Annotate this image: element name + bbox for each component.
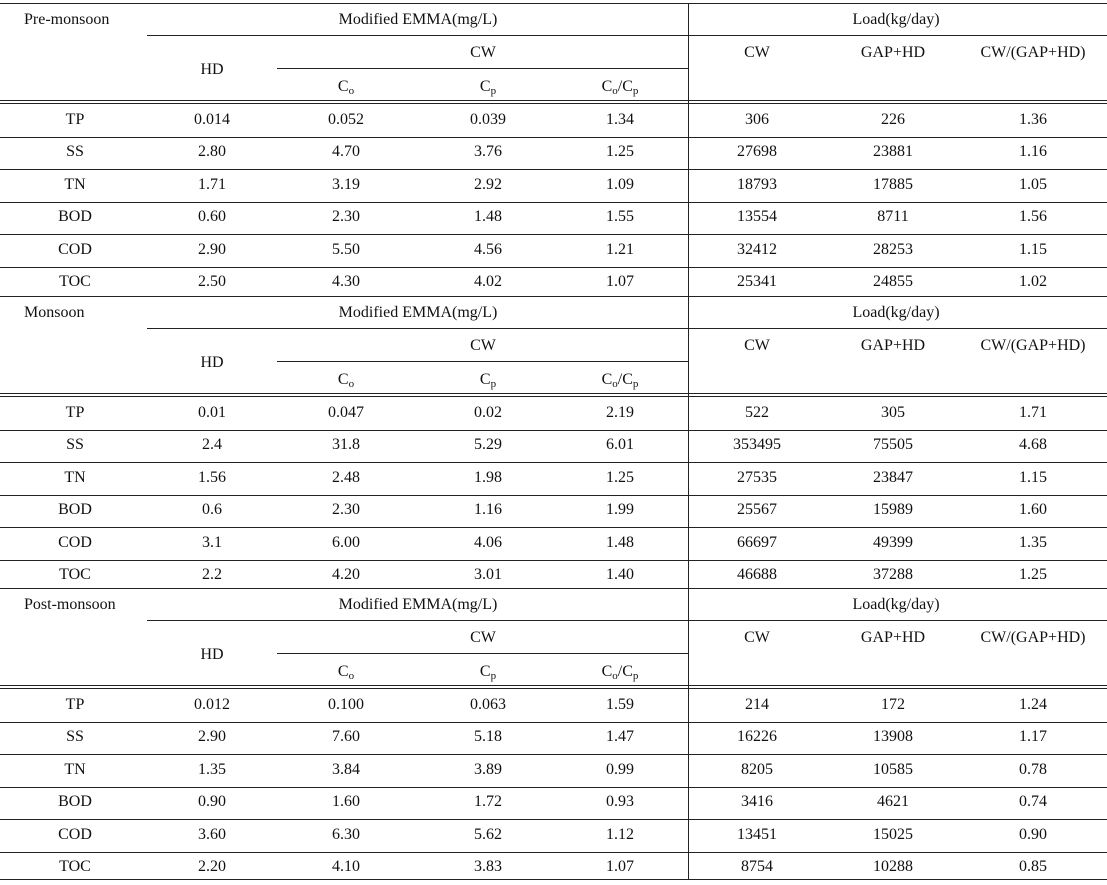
table-cell: 1.47 <box>606 728 634 746</box>
table-cell: 1.40 <box>606 566 634 583</box>
row-rule <box>0 787 1107 788</box>
table-cell: 15989 <box>873 501 913 519</box>
table-cell: 13554 <box>737 208 777 226</box>
row-label: BOD <box>58 208 92 226</box>
table-cell: 1.05 <box>1019 175 1047 193</box>
table-cell: 1.16 <box>474 501 502 519</box>
table-cell: 1.25 <box>606 143 634 161</box>
table-cell: 5.18 <box>474 728 502 746</box>
row-rule <box>0 722 1107 723</box>
row-label: SS <box>66 143 84 161</box>
table-cell: 3.84 <box>332 760 360 778</box>
table-cell: 46688 <box>737 566 777 583</box>
table-cell: 7.60 <box>332 728 360 746</box>
table-cell: 49399 <box>873 533 913 551</box>
table-cell: 1.56 <box>1019 208 1047 226</box>
header-double-rule-2 <box>0 103 1107 104</box>
table-cell: 0.012 <box>194 696 230 713</box>
section-bottom-rule <box>0 588 1107 589</box>
table-cell: 2.92 <box>474 175 502 193</box>
season-label: Monsoon <box>24 304 85 321</box>
table-cell: 4.70 <box>332 143 360 161</box>
table-cell: 8205 <box>741 760 773 778</box>
header-rule <box>147 620 1107 621</box>
table-cell: 27698 <box>737 143 777 161</box>
table-cell: 3.1 <box>202 533 222 551</box>
table-cell: 0.85 <box>1019 858 1047 875</box>
table-cell: 1.17 <box>1019 728 1047 746</box>
table-cell: 8711 <box>877 208 909 226</box>
group-divider <box>688 4 689 296</box>
table-cell: 0.90 <box>198 793 226 811</box>
table-cell: 1.25 <box>1019 566 1047 583</box>
table-cell: 1.07 <box>606 273 634 290</box>
row-label: TP <box>65 404 85 421</box>
row-label: BOD <box>58 501 92 519</box>
table-cell: 3.89 <box>474 760 502 778</box>
table-cell: 522 <box>745 404 769 421</box>
table-cell: 37288 <box>873 566 913 583</box>
table-cell: 4.68 <box>1019 436 1047 454</box>
table-cell: 1.71 <box>198 175 226 193</box>
load-ratio-header: CW/(GAP+HD) <box>980 337 1086 354</box>
table-cell: 24855 <box>873 273 913 290</box>
table-cell: 2.19 <box>606 404 634 421</box>
row-label: TN <box>64 468 86 486</box>
table-cell: 4.06 <box>474 533 502 551</box>
row-label: SS <box>66 436 84 454</box>
table-cell: 5.29 <box>474 436 502 454</box>
load-ratio-header: CW/(GAP+HD) <box>980 44 1086 61</box>
table-cell: 0.74 <box>1019 793 1047 811</box>
load-gap-header: GAP+HD <box>860 629 926 646</box>
table-cell: 3416 <box>741 793 773 811</box>
load-ratio-header: CW/(GAP+HD) <box>980 629 1086 646</box>
table-cell: 27535 <box>737 468 777 486</box>
table-cell: 1.21 <box>606 240 634 258</box>
table-cell: 306 <box>745 111 769 128</box>
table-cell: 4.56 <box>474 240 502 258</box>
cp-header: $C_p$ <box>479 371 497 390</box>
table-cell: 1.02 <box>1019 273 1047 290</box>
co-header: $C_o$ <box>337 371 355 390</box>
header-double-rule-2 <box>0 688 1107 689</box>
row-label: TOC <box>59 566 91 583</box>
co-header: $C_o$ <box>337 663 355 682</box>
table-cell: 10288 <box>873 858 913 875</box>
row-label: SS <box>66 728 84 746</box>
load-cw-header: CW <box>744 629 770 646</box>
table-cell: 1.16 <box>1019 143 1047 161</box>
load-gap-header: GAP+HD <box>860 337 926 354</box>
load-cw-header: CW <box>744 44 770 61</box>
table-cell: 0.99 <box>606 760 634 778</box>
row-rule <box>0 169 1107 170</box>
load-header: Load(kg/day) <box>852 304 940 321</box>
table-cell: 1.07 <box>606 858 634 875</box>
row-label: TP <box>65 111 85 128</box>
table-cell: 3.01 <box>474 566 502 583</box>
table-cell: 4.30 <box>332 273 360 290</box>
table-cell: 0.100 <box>328 696 364 713</box>
row-rule <box>0 462 1107 463</box>
table-cell: 1.71 <box>1019 404 1047 421</box>
table-cell: 1.35 <box>1019 533 1047 551</box>
table-cell: 25567 <box>737 501 777 519</box>
section-bottom-rule <box>0 879 1107 880</box>
row-label: COD <box>58 825 92 843</box>
table-cell: 2.90 <box>198 728 226 746</box>
table-cell: 172 <box>881 696 905 713</box>
table-cell: 3.60 <box>198 825 226 843</box>
header-double-rule-1 <box>0 685 1107 686</box>
hd-header: HD <box>200 61 224 78</box>
row-rule <box>0 234 1107 235</box>
table-cell: 0.063 <box>470 696 506 713</box>
table-cell: 18793 <box>737 175 777 193</box>
row-rule <box>0 202 1107 203</box>
load-gap-header: GAP+HD <box>860 44 926 61</box>
row-label: COD <box>58 533 92 551</box>
row-rule <box>0 267 1107 268</box>
table-cell: 31.8 <box>332 436 360 454</box>
table-cell: 2.30 <box>332 501 360 519</box>
row-rule <box>0 430 1107 431</box>
cw-header: CW <box>470 44 496 61</box>
group-divider <box>688 297 689 588</box>
table-cell: 1.36 <box>1019 111 1047 128</box>
table-cell: 15025 <box>873 825 913 843</box>
table-cell: 0.052 <box>328 111 364 128</box>
ratio-header: $C_o/C_p$ <box>601 78 639 97</box>
table-cell: 3.19 <box>332 175 360 193</box>
table-cell: 2.30 <box>332 208 360 226</box>
table-cell: 8754 <box>741 858 773 875</box>
row-label: TN <box>64 175 86 193</box>
table-cell: 2.4 <box>202 436 222 454</box>
table-cell: 214 <box>745 696 769 713</box>
table-cell: 353495 <box>733 436 781 454</box>
row-label: TN <box>64 760 86 778</box>
row-rule <box>0 819 1107 820</box>
load-cw-header: CW <box>744 337 770 354</box>
table-cell: 1.34 <box>606 111 634 128</box>
table-cell: 10585 <box>873 760 913 778</box>
method-header: Modified EMMA(mg/L) <box>338 596 498 613</box>
table-cell: 1.56 <box>198 468 226 486</box>
table-cell: 1.72 <box>474 793 502 811</box>
table-cell: 1.35 <box>198 760 226 778</box>
table-cell: 1.59 <box>606 696 634 713</box>
row-label: COD <box>58 240 92 258</box>
header-rule <box>147 328 1107 329</box>
table-cell: 6.01 <box>606 436 634 454</box>
cw-rule <box>277 361 688 362</box>
row-rule <box>0 754 1107 755</box>
cw-header: CW <box>470 337 496 354</box>
row-rule <box>0 495 1107 496</box>
row-label: BOD <box>58 793 92 811</box>
table-cell: 0.02 <box>474 404 502 421</box>
hd-header: HD <box>200 354 224 371</box>
table-cell: 0.60 <box>198 208 226 226</box>
table-cell: 32412 <box>737 240 777 258</box>
table-cell: 23881 <box>873 143 913 161</box>
table-top-border <box>0 3 1107 4</box>
ratio-header: $C_o/C_p$ <box>601 371 639 390</box>
table-cell: 0.014 <box>194 111 230 128</box>
table-cell: 6.30 <box>332 825 360 843</box>
table-cell: 2.80 <box>198 143 226 161</box>
cw-rule <box>277 68 688 69</box>
ratio-header: $C_o/C_p$ <box>601 663 639 682</box>
table-cell: 1.15 <box>1019 468 1047 486</box>
load-header: Load(kg/day) <box>852 596 940 613</box>
table-cell: 1.99 <box>606 501 634 519</box>
row-rule <box>0 852 1107 853</box>
table-cell: 2.50 <box>198 273 226 290</box>
table-cell: 4621 <box>877 793 909 811</box>
table-cell: 25341 <box>737 273 777 290</box>
header-rule <box>147 35 1107 36</box>
table-cell: 13451 <box>737 825 777 843</box>
table-cell: 17885 <box>873 175 913 193</box>
table-cell: 23847 <box>873 468 913 486</box>
table-cell: 13908 <box>873 728 913 746</box>
group-divider <box>688 589 689 879</box>
table-cell: 4.20 <box>332 566 360 583</box>
table-cell: 5.50 <box>332 240 360 258</box>
table-cell: 2.90 <box>198 240 226 258</box>
row-rule <box>0 527 1107 528</box>
table-cell: 3.83 <box>474 858 502 875</box>
cw-header: CW <box>470 629 496 646</box>
season-label: Post-monsoon <box>24 596 116 613</box>
season-label: Pre-monsoon <box>24 11 110 28</box>
table-cell: 0.039 <box>470 111 506 128</box>
table-cell: 305 <box>881 404 905 421</box>
row-label: TOC <box>59 273 91 290</box>
table-cell: 0.90 <box>1019 825 1047 843</box>
table-cell: 66697 <box>737 533 777 551</box>
table-cell: 1.09 <box>606 175 634 193</box>
cp-header: $C_p$ <box>479 663 497 682</box>
method-header: Modified EMMA(mg/L) <box>338 304 498 321</box>
table-cell: 4.02 <box>474 273 502 290</box>
table-cell: 0.93 <box>606 793 634 811</box>
table-cell: 1.98 <box>474 468 502 486</box>
co-header: $C_o$ <box>337 78 355 97</box>
table-cell: 1.15 <box>1019 240 1047 258</box>
row-rule <box>0 137 1107 138</box>
table-cell: 2.20 <box>198 858 226 875</box>
method-header: Modified EMMA(mg/L) <box>338 11 498 28</box>
header-double-rule-2 <box>0 396 1107 397</box>
table-cell: 1.60 <box>1019 501 1047 519</box>
table-cell: 1.24 <box>1019 696 1047 713</box>
hd-header: HD <box>200 646 224 663</box>
table-cell: 2.2 <box>202 566 222 583</box>
table-cell: 3.76 <box>474 143 502 161</box>
row-label: TP <box>65 696 85 713</box>
table-cell: 0.78 <box>1019 760 1047 778</box>
table-cell: 1.55 <box>606 208 634 226</box>
table-cell: 16226 <box>737 728 777 746</box>
header-double-rule-1 <box>0 393 1107 394</box>
table-cell: 1.12 <box>606 825 634 843</box>
table-cell: 4.10 <box>332 858 360 875</box>
table-cell: 6.00 <box>332 533 360 551</box>
section-bottom-rule <box>0 296 1107 297</box>
table-cell: 226 <box>881 111 905 128</box>
cp-header: $C_p$ <box>479 78 497 97</box>
header-double-rule-1 <box>0 100 1107 101</box>
load-header: Load(kg/day) <box>852 11 940 28</box>
table-cell: 1.48 <box>606 533 634 551</box>
row-rule <box>0 560 1107 561</box>
row-label: TOC <box>59 858 91 875</box>
table-cell: 5.62 <box>474 825 502 843</box>
table-cell: 0.047 <box>328 404 364 421</box>
table-cell: 75505 <box>873 436 913 454</box>
table-cell: 28253 <box>873 240 913 258</box>
table-cell: 1.25 <box>606 468 634 486</box>
table-cell: 1.60 <box>332 793 360 811</box>
table-cell: 0.01 <box>198 404 226 421</box>
table-cell: 0.6 <box>202 501 222 519</box>
cw-rule <box>277 653 688 654</box>
table-cell: 1.48 <box>474 208 502 226</box>
table-cell: 2.48 <box>332 468 360 486</box>
